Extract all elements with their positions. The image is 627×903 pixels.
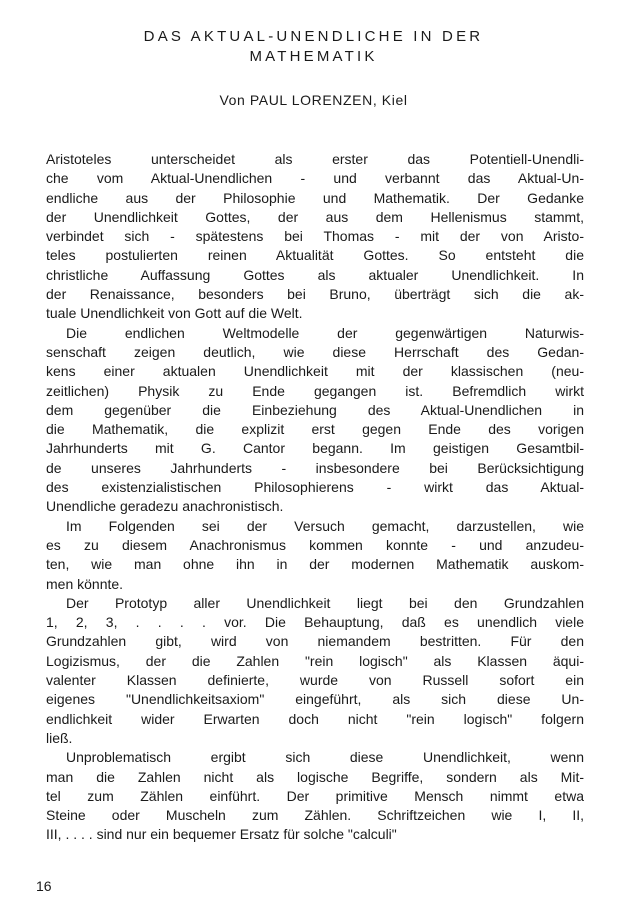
- author-line: Von PAUL LORENZEN, Kiel: [219, 92, 408, 108]
- text-line: Jahrhunderts mit G. Cantor begann. Im geistigen Gesamtbil-: [46, 440, 584, 457]
- text-line: ten, wie man ohne ihn in der modernen Mathematik auskom-: [46, 556, 584, 573]
- text-line: christliche Auffassung Gottes als aktualer Unendlichkeit. In: [46, 266, 584, 283]
- paragraph: [46, 517, 584, 594]
- text-line: men könnte.: [46, 575, 124, 592]
- paragraph: [46, 748, 584, 844]
- text-line: Unendliche geradezu anachronistisch.: [46, 498, 284, 515]
- text-line: Der Prototyp aller Unendlichkeit liegt bei den Grundzahlen: [66, 594, 584, 611]
- text-line: kens einer aktualen Unendlichkeit mit der klassischen (neu-: [46, 363, 584, 380]
- text-line: valenter Klassen definierte, wurde von Russell sofort ein: [46, 672, 584, 689]
- paragraph: [46, 594, 584, 748]
- text-line: zeitlichen) Physik zu Ende gegangen ist. Befremdlich wirkt: [46, 382, 584, 399]
- page-number: 16: [36, 878, 52, 894]
- text-line: III, . . . . sind nur ein bequemer Ersatz für solche "calculi": [46, 826, 397, 843]
- text-line: der Renaissance, besonders bei Bruno, überträgt sich die ak-: [46, 286, 584, 303]
- text-line: che vom Aktual-Unendlichen - und verbannt das Aktual-Un-: [46, 170, 584, 187]
- text-line: des existenzialistischen Philosophierens - wirkt das Aktual-: [46, 479, 584, 496]
- title-line-2: MATHEMATIK: [249, 48, 378, 65]
- text-line: dem gegenüber die Einbeziehung des Aktual-Unendlichen in: [46, 401, 584, 418]
- text-line: 1, 2, 3, . . . . vor. Die Behauptung, daß es unendlich viele: [46, 614, 584, 631]
- text-line: eigenes "Unendlichkeitsaxiom" eingeführt, als sich diese Un-: [46, 691, 584, 708]
- text-line: endliche aus der Philosophie und Mathematik. Der Gedanke: [46, 189, 584, 206]
- text-line: tel zum Zählen einführt. Der primitive Mensch nimmt etwa: [46, 787, 584, 804]
- text-line: de unseres Jahrhunderts - insbesondere bei Berücksichtigung: [46, 459, 584, 476]
- text-line: Aristoteles unterscheidet als erster das Potentiell-Unendli-: [46, 151, 584, 167]
- text-line: tuale Unendlichkeit von Gott auf die Welt.: [46, 305, 303, 322]
- text-line: Unproblematisch ergibt sich diese Unendlichkeit, wenn: [66, 749, 584, 766]
- text-line: der Unendlichkeit Gottes, der aus dem Hellenismus stammt,: [46, 208, 584, 225]
- paragraph: [46, 324, 584, 517]
- text-line: Die endlichen Weltmodelle der gegenwärtigen Naturwis-: [66, 324, 584, 341]
- text-line: ließ.: [46, 729, 73, 746]
- text-line: teles postulierten reinen Aktualität Gottes. So entsteht die: [46, 247, 584, 264]
- text-line: Steine oder Muscheln zum Zählen. Schriftzeichen wie I, II,: [46, 807, 584, 824]
- text-line: es zu diesem Anachronismus kommen konnte - und anzudeu-: [46, 536, 584, 553]
- body-text: [46, 150, 584, 845]
- text-line: senschaft zeigen deutlich, wie diese Herrschaft des Gedan-: [46, 343, 584, 360]
- text-line: endlichkeit wider Erwarten doch nicht "rein logisch" folgern: [46, 710, 584, 727]
- text-line: Grundzahlen gibt, wird von niemandem bestritten. Für den: [46, 633, 584, 650]
- text-line: man die Zahlen nicht als logische Begriffe, sondern als Mit-: [46, 768, 584, 785]
- text-line: Logizismus, der die Zahlen "rein logisch" als Klassen äqui-: [46, 652, 584, 669]
- text-line: verbindet sich - spätestens bei Thomas - mit der von Aristo-: [46, 228, 584, 245]
- title-line-1: DAS AKTUAL-UNENDLICHE IN DER: [143, 28, 484, 45]
- text-line: Im Folgenden sei der Versuch gemacht, darzustellen, wie: [66, 517, 584, 534]
- paragraph: [46, 150, 584, 324]
- text-line: die Mathematik, die explizit erst gegen Ende des vorigen: [46, 421, 584, 438]
